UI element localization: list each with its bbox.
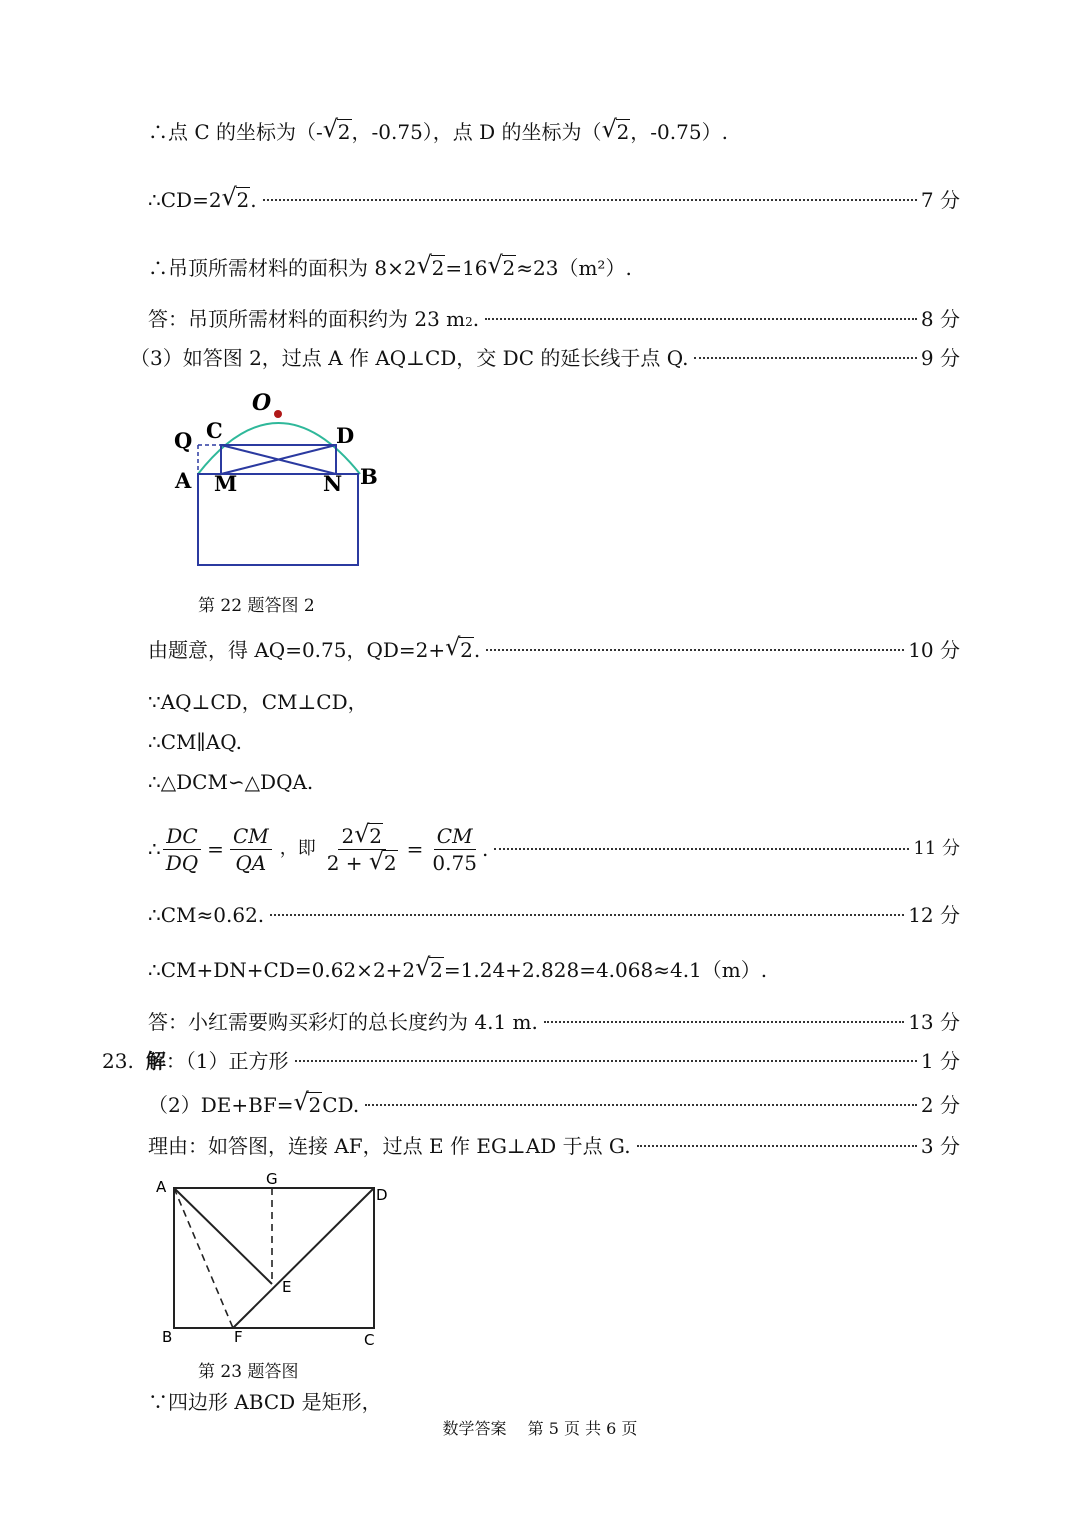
solution-line-c-d-coordinates	[148, 118, 960, 146]
sqrt-symbol: √ 2	[224, 186, 251, 214]
text-segment: 由题意，得 AQ=0.75，QD=2+	[148, 638, 446, 662]
figure-22-caption: 第 22 题答图 2	[198, 596, 315, 616]
label-d: D	[336, 423, 355, 448]
text-segment: （2）DE+BF=	[148, 1093, 294, 1117]
sqrt-symbol: √ 2	[419, 254, 446, 282]
text-segment: .	[481, 837, 489, 861]
sqrt-symbol: √ 2	[604, 118, 631, 146]
figure-22-diagram	[160, 388, 400, 578]
text-segment: 答：小红需要购买彩灯的总长度约为 4.1 m.	[148, 1010, 538, 1034]
text-segment: =1.24+2.828=4.068≈4.1（m）.	[443, 958, 768, 982]
figure-23-diagram	[150, 1170, 400, 1350]
label-c: C	[206, 418, 223, 443]
score-label: 2 分	[920, 1093, 960, 1117]
answer-line-total-length	[148, 1008, 960, 1036]
vertex-point-o	[274, 410, 282, 418]
text-segment: CD.	[322, 1093, 360, 1117]
label-q: Q	[174, 428, 193, 453]
sqrt-symbol: √ 2	[447, 636, 474, 664]
solution-line-perpendicular	[148, 688, 960, 716]
label-n: N	[323, 471, 343, 496]
question-23-part2	[148, 1091, 960, 1119]
dot-leader	[637, 1145, 917, 1147]
text-segment: ，-0.75），点 D 的坐标为（	[351, 120, 602, 144]
sqrt-symbol: √ 2	[295, 1091, 322, 1119]
text-segment: ∴△DCM∽△DQA.	[148, 770, 314, 794]
text-segment: =16	[445, 256, 488, 280]
label-b: B	[162, 1328, 173, 1346]
dot-leader	[270, 914, 904, 916]
score-label: 3 分	[920, 1134, 960, 1158]
dot-leader	[494, 848, 909, 850]
text-segment: 答：吊顶所需材料的面积约为 23 m	[148, 307, 466, 331]
label-b: B	[360, 464, 378, 489]
dot-leader	[486, 649, 904, 651]
label-g: G	[266, 1170, 278, 1188]
question-23-part1	[102, 1047, 960, 1075]
sqrt-symbol: √ 2	[490, 254, 517, 282]
text-segment: ∴吊顶所需材料的面积为 8×2	[148, 256, 417, 280]
segment-f-d	[233, 1188, 374, 1328]
question-23-reason	[148, 1132, 960, 1160]
label-c: C	[364, 1331, 375, 1349]
dot-leader	[544, 1021, 904, 1023]
text-segment: ，即	[279, 838, 316, 859]
score-label: 8 分	[920, 307, 960, 331]
label-m: M	[214, 471, 238, 496]
label-e: E	[282, 1278, 292, 1296]
page-footer: 数学答案 第 5 页 共 6 页	[442, 1419, 638, 1438]
fraction-cm-075: $\frac{CM}{0.75}$	[432, 823, 477, 875]
dot-leader	[263, 199, 917, 201]
segment-a-e	[174, 1188, 272, 1284]
fraction-dc-dq: $\frac{DC}{DQ}$	[163, 823, 201, 876]
solution-line-cd-length	[148, 186, 960, 214]
solution-line-similar	[148, 768, 960, 796]
label-f: F	[234, 1328, 243, 1346]
sqrt-symbol: √ 2	[325, 118, 352, 146]
text-segment: ：（1）正方形	[165, 1049, 289, 1073]
text-segment: .	[473, 638, 481, 662]
figure-23-caption: 第 23 题答图	[198, 1362, 299, 1382]
dot-leader	[295, 1060, 917, 1062]
answer-line-material-area	[148, 305, 960, 336]
text-segment: ∴CM+DN+CD=0.62×2+2	[148, 958, 416, 982]
text-segment: ∴CD=2	[148, 188, 222, 212]
text-segment: （3）如答图 2，过点 A 作 AQ⊥CD，交 DC 的延长线于点 Q.	[130, 346, 689, 370]
text-segment: ∵四边形 ABCD 是矩形，	[148, 1390, 382, 1414]
equals-sign: =	[207, 837, 224, 861]
score-label: 1 分	[920, 1049, 960, 1073]
solution-line-part3-intro	[130, 344, 960, 372]
solution-label: 解	[145, 1049, 166, 1073]
text-segment: ≈23（m²）.	[516, 256, 632, 280]
score-label: 13 分	[908, 1010, 960, 1034]
solution-line-proportion	[148, 820, 960, 878]
solution-line-total-length	[148, 956, 960, 984]
score-label: 11 分	[913, 838, 960, 859]
label-a: A	[156, 1178, 167, 1196]
text-segment: 理由：如答图，连接 AF，过点 E 作 EG⊥AD 于点 G.	[148, 1134, 631, 1158]
fraction-cm-qa: $\frac{CM}{QA}$	[230, 823, 272, 876]
label-d: D	[376, 1186, 388, 1204]
text-segment: .	[250, 188, 257, 212]
text-segment: ∴CM∥AQ.	[148, 730, 242, 754]
text-segment: ，-0.75）.	[630, 120, 728, 144]
text-segment: ∴CM≈0.62.	[148, 903, 265, 927]
dashed-segment-a-f	[174, 1188, 233, 1328]
dot-leader	[485, 318, 917, 320]
score-label: 12 分	[908, 903, 960, 927]
solution-line-cm-value	[148, 901, 960, 929]
solution-line-aq-qd	[148, 636, 960, 664]
text-segment: ∵AQ⊥CD，CM⊥CD，	[148, 690, 368, 714]
sqrt-symbol: √ 2	[417, 956, 444, 984]
dot-leader	[694, 357, 916, 359]
fraction-root-ratio: $\frac{2√ 2}{2 + √ 2}$	[324, 823, 401, 876]
text-segment: ∴	[148, 837, 161, 861]
score-label: 10 分	[908, 638, 960, 662]
text-segment: ∴点 C 的坐标为（-	[148, 120, 323, 144]
question-23-rectangle-statement	[148, 1388, 960, 1416]
score-label: 7 分	[920, 188, 960, 212]
score-label: 9 分	[920, 346, 960, 370]
solution-line-material-area	[148, 254, 960, 282]
question-number: 23.	[102, 1049, 134, 1073]
text-segment: .	[472, 307, 480, 331]
label-o: O	[252, 390, 272, 416]
dot-leader	[365, 1104, 917, 1106]
solution-line-parallel	[148, 728, 960, 756]
equals-sign: =	[406, 837, 424, 861]
superscript: 2	[465, 315, 473, 329]
label-a: A	[175, 468, 192, 493]
